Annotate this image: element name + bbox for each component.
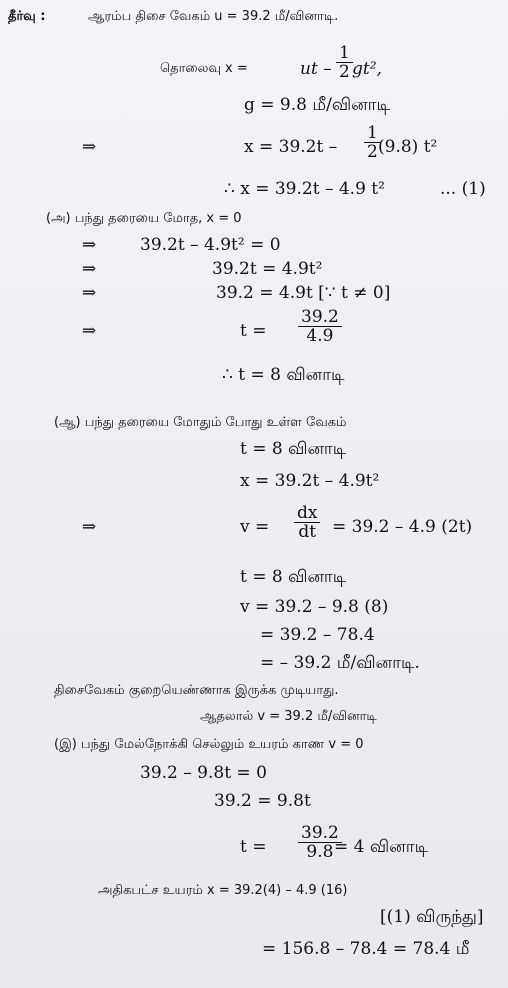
- math-line: ⇒: [82, 137, 97, 157]
- math-line: ⇒: [82, 321, 97, 341]
- math-line: = 156.8 – 78.4 = 78.4 மீ: [262, 939, 470, 959]
- math-line: t = 8 வினாடி: [240, 567, 347, 587]
- math-line: ⇒: [82, 283, 97, 303]
- math-line: 39.2t = 4.9t²: [212, 259, 323, 279]
- math-line: t = 8 வினாடி: [240, 439, 347, 459]
- math-line: ⇒: [82, 259, 97, 279]
- math-line: 39.2t – 4.9t² = 0: [140, 235, 281, 255]
- math-line: g = 9.8 மீ/வினாடி: [244, 95, 391, 115]
- fraction-denominator: dt: [298, 522, 317, 542]
- math-line: 39.2 = 9.8t: [214, 791, 311, 811]
- fraction-numerator: dx: [294, 504, 320, 523]
- math-line: v = 39.2 – 9.8 (8): [240, 597, 389, 617]
- math-line: (அ) பந்து தரையை மோத, x = 0: [46, 211, 242, 226]
- math-line: = – 39.2 மீ/வினாடி.: [260, 653, 420, 673]
- math-line: ஆதலால் v = 39.2 மீ/வினாடி: [200, 709, 377, 724]
- math-line: ∴ t = 8 வினாடி: [222, 365, 345, 385]
- math-line: தொலைவு x =: [160, 61, 248, 76]
- math-line: (9.8) t²: [378, 137, 438, 157]
- fraction: [292, 504, 322, 541]
- fraction-numerator: 1: [336, 44, 353, 63]
- math-line: 39.2 – 9.8t = 0: [140, 763, 267, 783]
- solution-label: தீர்வு :: [8, 9, 46, 24]
- math-line: x = 39.2t –: [244, 137, 338, 157]
- math-line: t =: [240, 321, 267, 341]
- fraction-denominator: 2: [367, 142, 378, 162]
- math-line: v =: [240, 517, 270, 537]
- fraction: [296, 308, 344, 345]
- math-line: அதிகபட்ச உயரம் x = 39.2(4) – 4.9 (16): [98, 883, 348, 898]
- math-line: ut –: [300, 59, 332, 79]
- math-line: gt²,: [352, 59, 382, 79]
- math-line: = 4 வினாடி: [334, 837, 429, 857]
- math-line: x = 39.2t – 4.9t²: [240, 471, 380, 491]
- fraction: [334, 44, 355, 81]
- math-line: t =: [240, 837, 267, 857]
- math-line: திசைவேகம் குறையெண்ணாக இருக்க முடியாது.: [54, 683, 339, 698]
- fraction-denominator: 2: [339, 62, 350, 82]
- fraction-denominator: 4.9: [306, 326, 334, 346]
- math-line: ⇒: [82, 517, 97, 537]
- math-line: (இ) பந்து மேல்நோக்கி செல்லும் உயரம் காண v = 0: [54, 737, 364, 752]
- math-line: = 39.2 – 78.4: [260, 625, 375, 645]
- math-line: (ஆ) பந்து தரையை மோதும் போது உள்ள வேகம்: [54, 415, 347, 430]
- math-line: ∴ x = 39.2t – 4.9 t²: [224, 179, 385, 199]
- math-line: = 39.2 – 4.9 (2t): [332, 517, 473, 537]
- fraction-denominator: 9.8: [306, 842, 334, 862]
- fraction: [362, 124, 383, 161]
- math-line: ... (1): [440, 179, 486, 199]
- fraction-numerator: 39.2: [298, 308, 342, 327]
- fraction: [296, 824, 344, 861]
- math-line: 39.2 = 4.9t [∵ t ≠ 0]: [216, 283, 391, 303]
- fraction-numerator: 1: [364, 124, 381, 143]
- math-line: ⇒: [82, 235, 97, 255]
- fraction-numerator: 39.2: [298, 824, 342, 843]
- math-line: [(1) விருந்து]: [380, 907, 484, 927]
- math-line: ஆரம்ப திசை வேகம் u = 39.2 மீ/வினாடி.: [88, 9, 339, 24]
